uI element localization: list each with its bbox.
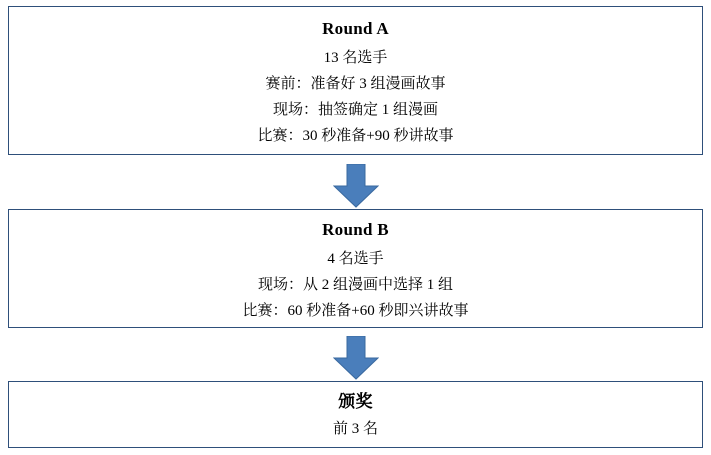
flow-node-line: 前 3 名: [332, 420, 378, 437]
flow-node-award: [8, 381, 703, 448]
flow-node-line: 赛前：准备好 3 组漫画故事: [265, 75, 446, 92]
flow-node-line: 比赛：30 秒准备+90 秒讲故事: [257, 127, 454, 144]
flow-node-line: 13 名选手: [323, 49, 388, 66]
down-arrow-icon: [333, 164, 379, 208]
flow-node-round-b: [8, 209, 703, 328]
flow-node-round-a: [8, 6, 703, 155]
flow-node-line: 现场：从 2 组漫画中选择 1 组: [257, 276, 453, 293]
flow-node-line: 比赛：60 秒准备+60 秒即兴讲故事: [242, 302, 469, 319]
flow-node-line: 4 名选手: [327, 250, 384, 267]
flow-node-title: 颁奖: [338, 391, 373, 411]
flow-node-title: Round B: [322, 219, 389, 239]
flow-node-title: Round A: [322, 18, 389, 38]
flow-node-line: 现场：抽签确定 1 组漫画: [272, 101, 438, 118]
down-arrow-icon: [333, 336, 379, 380]
